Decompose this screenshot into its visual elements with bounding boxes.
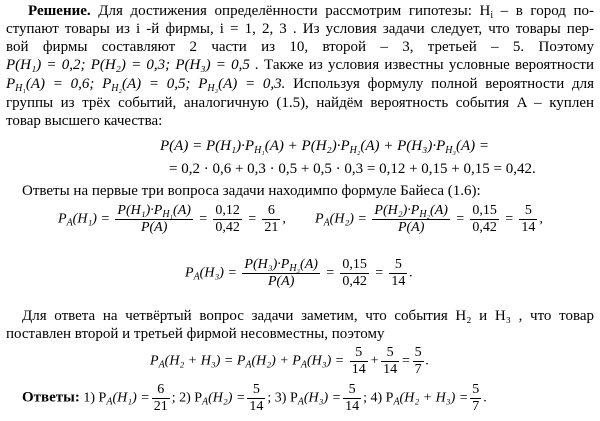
subscript: i [490, 10, 494, 21]
denominator: 14 [351, 361, 366, 377]
numerator: 5 [414, 345, 422, 360]
subscript: H₂ [111, 83, 122, 94]
denominator: 7 [414, 361, 422, 377]
subscript: A [300, 359, 307, 371]
formula-bayes-h2 [315, 203, 543, 235]
text: + [369, 353, 380, 369]
subscript: A [393, 396, 400, 408]
denominator: P(A) [140, 219, 168, 235]
fraction [381, 345, 399, 377]
text: Также из условия известны условные вероятности [258, 57, 594, 73]
text: = [504, 211, 514, 227]
denominator: 14 [383, 361, 398, 377]
paragraph-line-6: группы из трёх событий, аналогичную (1.5), найдём вероятность события A – куплен [6, 95, 594, 111]
denominator: 14 [391, 273, 406, 289]
paragraph-line-7: товар высшего качества: [6, 113, 163, 129]
text: P(H₂)·P [374, 203, 420, 218]
text: ; 2) P [171, 390, 203, 406]
numerator: 6 [262, 203, 280, 220]
text: Для достижения определённости рассмотрим гипотезы: H [98, 3, 491, 19]
subscript: A [245, 359, 252, 371]
denominator: 7 [472, 398, 480, 414]
text: = [198, 211, 208, 227]
text: (H₂ + H₃) = P [164, 353, 246, 369]
subscript: H₂ [419, 209, 431, 220]
text: (A) = [455, 138, 489, 154]
paragraph-line-3: вой фирмы составляют 2 части из 10, второй – 3, третьей – 5. Поэтому [6, 39, 594, 55]
subscript: A [106, 396, 113, 408]
numerator: 5 [519, 203, 537, 220]
paragraph-fourth-question-2: поставлен второй и третьей фирмой несовместны, поэтому [6, 326, 385, 342]
text: P [185, 265, 194, 281]
text: . [425, 353, 430, 369]
text: (H₁) = [112, 390, 150, 406]
fraction [152, 382, 170, 414]
fraction [470, 382, 481, 414]
paragraph-line-5 [6, 76, 594, 93]
answers-label: Ответы: [22, 389, 80, 406]
subscript: A [297, 396, 304, 408]
text: P [315, 211, 324, 227]
paragraph-bayes-intro: Ответы на первые три вопроса задачи находимпо формуле Байеса (1.6): [22, 183, 481, 199]
text: – в город по- [493, 3, 595, 19]
text: P(H₃)·P [244, 257, 290, 272]
answers-line [22, 382, 487, 414]
numerator: 5 [350, 345, 368, 362]
fraction [372, 203, 450, 235]
denominator: 21 [264, 219, 279, 235]
fraction [247, 382, 265, 414]
text: (H₂) = [208, 390, 246, 406]
subscript: A [158, 359, 165, 371]
denominator: 21 [153, 398, 168, 414]
denominator: 0,42 [215, 219, 240, 235]
fraction [350, 345, 368, 377]
fraction [115, 203, 193, 235]
text: (A) = 0,3. [218, 76, 286, 92]
text: = [401, 353, 411, 369]
paragraph-fourth-question-1 [6, 308, 594, 325]
text: = [247, 211, 257, 227]
text: (H₁) = [72, 211, 110, 227]
numerator: 5 [472, 382, 480, 397]
solution-heading: Решение. [28, 3, 91, 19]
fraction [413, 345, 424, 377]
denominator: 14 [249, 398, 264, 414]
text: (H₃) = [303, 390, 342, 406]
numerator: 5 [381, 345, 399, 362]
fraction [389, 257, 407, 289]
text: = [455, 211, 465, 227]
text: Используя формулу полной вероятности для [285, 76, 594, 92]
numerator: 0,15 [472, 203, 497, 218]
text: (A) = 0,5; P [121, 76, 208, 92]
subscript: H₂ [349, 145, 361, 156]
paragraph-line-1 [6, 3, 594, 20]
text: (A) [300, 257, 318, 272]
text: P [58, 211, 67, 227]
numerator: 5 [247, 382, 265, 399]
subscript: H₁ [254, 145, 265, 156]
subscript: H₁ [15, 83, 26, 94]
text: (A) [173, 203, 191, 218]
text: ; 4) P [363, 390, 394, 406]
denominator: P(A) [267, 273, 295, 289]
denominator: 0,42 [342, 273, 367, 289]
denominator: 0,42 [472, 219, 497, 235]
numerator: 5 [343, 382, 361, 399]
text: . [409, 265, 413, 281]
text: (A) [430, 203, 448, 218]
text: ; 3) P [267, 390, 298, 406]
text: (H₂) = [329, 211, 367, 227]
text: (H₂) + P [251, 353, 301, 369]
subscript: H₃ [445, 145, 456, 156]
text: = [325, 265, 335, 281]
text: 1) P [79, 390, 107, 406]
text: P [6, 76, 16, 92]
text: (A) + P(H₂)·P [264, 138, 350, 154]
fraction [519, 203, 537, 235]
paragraph-line-4 [6, 57, 594, 74]
formula-sum-h2-h3 [150, 345, 429, 377]
fraction [343, 382, 361, 414]
text: = [374, 265, 384, 281]
numerator: 5 [389, 257, 407, 274]
subscript: A [323, 217, 330, 229]
text: (H₃) = [306, 353, 345, 369]
numerator: 0,12 [215, 203, 240, 218]
denominator: 14 [345, 398, 360, 414]
text: P(H₁)·P [117, 203, 163, 218]
text: (A) + P(H₃)·P [360, 138, 446, 154]
text: . [483, 390, 487, 406]
subscript: H₁ [162, 209, 174, 220]
subscript: H₃ [207, 83, 219, 94]
formula-total-probability [160, 138, 489, 155]
fraction [470, 203, 499, 235]
fraction [340, 257, 369, 289]
numerator: 0,15 [342, 257, 367, 272]
subscript: A [202, 396, 209, 408]
text: , [282, 211, 286, 227]
text: P(A) = P(H₁)·P [160, 138, 255, 154]
fraction [213, 203, 242, 235]
denominator: P(A) [397, 219, 425, 235]
numerator: 6 [152, 382, 170, 399]
subscript: A [193, 271, 200, 283]
text: (A) = 0,6; P [25, 76, 112, 92]
text: (H₂ + H₃) = [399, 390, 469, 406]
text: Для ответа на четвёртый вопрос задачи заметим, что события H₂ и H₃ , что товар [22, 308, 594, 324]
text: (H₃) = [199, 265, 237, 281]
subscript: H₃ [289, 263, 301, 274]
subscript: A [66, 217, 73, 229]
text: P [150, 353, 159, 369]
fraction [242, 257, 320, 289]
formula-total-probability-result: = 0,2 · 0,6 + 0,3 · 0,5 + 0,5 · 0,3 = 0,12 + 0,15 + 0,15 = 0,42. [169, 161, 536, 177]
denominator: 14 [521, 219, 536, 235]
text: , [539, 211, 543, 227]
paragraph-line-2: ступают товары из i -й фирмы, i = 1, 2, 3 . Из условия задачи следует, что товары пер- [6, 21, 594, 37]
formula-bayes-h3 [185, 257, 413, 289]
formula-bayes-h1 [58, 203, 286, 235]
fraction [262, 203, 280, 235]
prior-probabilities: P(H₁) = 0,2; P(H₂) = 0,3; P(H₃) = 0,5 . [6, 57, 259, 73]
